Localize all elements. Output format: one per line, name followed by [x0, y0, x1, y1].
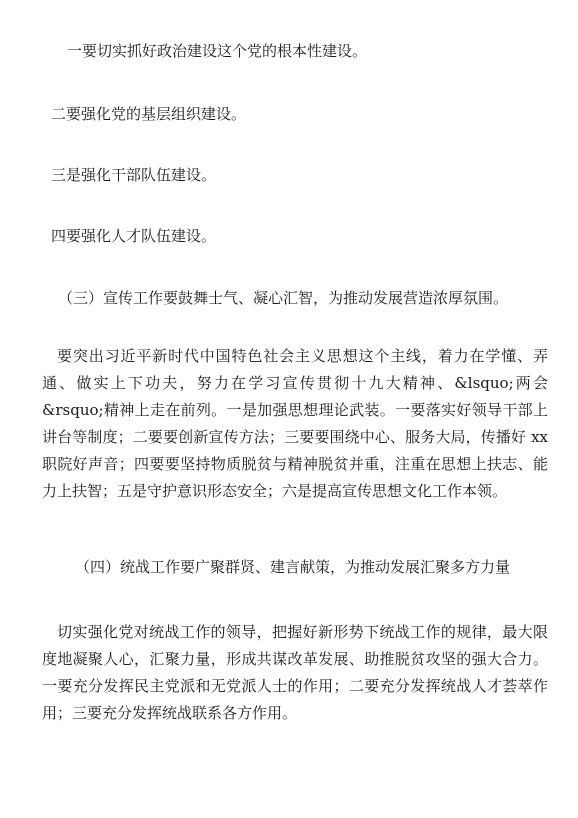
paragraph-united-front-work: 切实强化党对统战工作的领导，把握好新形势下统战工作的规律，最大限度地凝聚人心，汇聚力量，形成共谋改革发展、助推脱贫攻坚的强大合力。一要充分发挥民主党派和无党派人士的作用；二要充分发挥统战人才荟萃作用；三要充分发挥统战联系各方作用。: [42, 623, 548, 722]
item-cadre-team: 三是强化干部队伍建设。: [51, 166, 217, 184]
heading-united-front-work: （四）统战工作要广聚群贤、建言献策，为推动发展汇聚多方力量: [75, 558, 511, 576]
item-political-construction: 一要切实抓好政治建设这个党的根本性建设。: [67, 42, 368, 60]
heading-propaganda-work: （三）宣传工作要鼓舞士气、凝心汇智，为推动发展营造浓厚氛围。: [58, 289, 509, 307]
item-talent-team: 四要强化人才队伍建设。: [51, 227, 217, 245]
item-grassroots-organization: 二要强化党的基层组织建设。: [51, 105, 247, 123]
paragraph-propaganda-work: 要突出习近平新时代中国特色社会主义思想这个主线，着力在学懂、弄通、做实上下功夫，努力在学习宣传贯彻十九大精神、&lsquo;两会&rsquo;精神上走在前列。一是加强思想理论武装。一要落实好领导干部上讲台等制度；二要要创新宣传方法；三要要围绕中心、服务大局，传播好 xx 职院好声音；四要要坚持物质脱贫与精神脱贫并重，注重在思想上扶志、能力上扶智；五是守护意识形态安全；六是提高宣传思想文化工作本领。: [42, 347, 548, 500]
